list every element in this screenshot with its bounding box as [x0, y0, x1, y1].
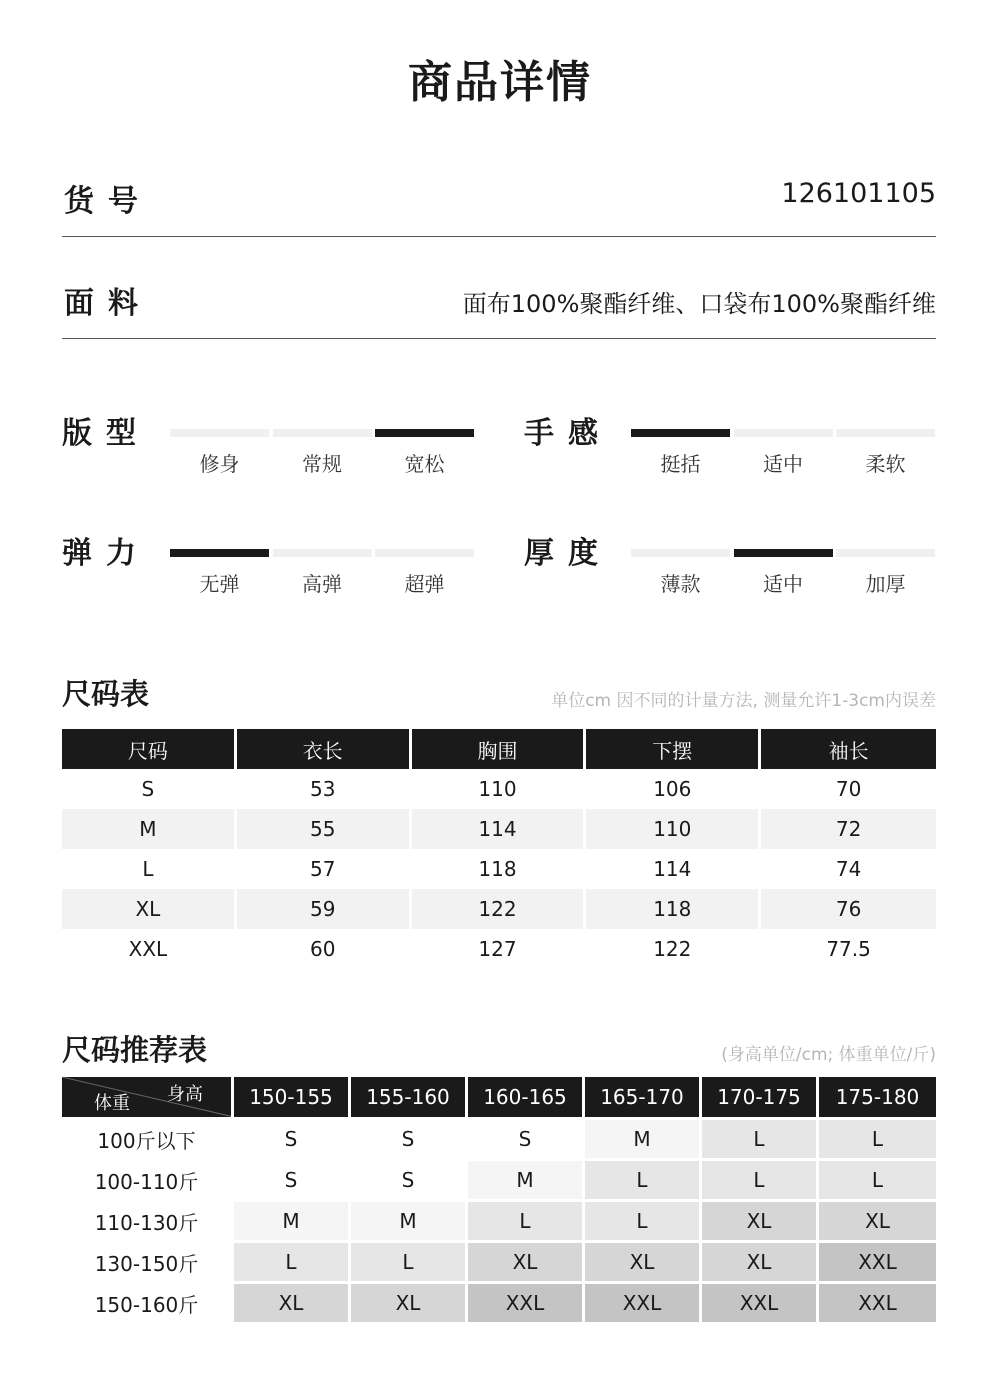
attribute-label: 手感 [524, 416, 612, 451]
table-cell: 114 [412, 809, 587, 849]
size-cell: M [585, 1117, 702, 1158]
table-cell: 53 [237, 769, 412, 809]
item-number-value: 126101105 [781, 178, 936, 209]
attribute-bar-selected [734, 549, 833, 557]
attribute-option: 宽松 [404, 452, 445, 476]
table-cell: XXL [62, 929, 237, 969]
attribute-label: 厚度 [524, 536, 612, 571]
table-row [62, 1281, 936, 1322]
table-cell: 72 [761, 809, 936, 849]
size-cell: XXL [819, 1240, 936, 1281]
fabric-value: 面布100%聚酯纤维、口袋布100%聚酯纤维 [462, 290, 936, 318]
table-cell: M [62, 809, 237, 849]
table-cell: 118 [586, 889, 761, 929]
size-chart-title: 尺码表 [62, 677, 150, 711]
attribute-bar [273, 429, 372, 437]
size-cell: L [351, 1240, 468, 1281]
height-header: 155-160 [351, 1077, 468, 1117]
corner-weight-label: 体重 [94, 1093, 130, 1114]
table-cell: XL [62, 889, 237, 929]
table-cell: 70 [835, 777, 862, 801]
size-cell: XL [351, 1281, 468, 1322]
size-cell: L [585, 1199, 702, 1240]
attribute-option: 修身 [199, 452, 240, 476]
table-row [62, 849, 936, 889]
size-cell: XXL [819, 1281, 936, 1322]
table-cell: 76 [761, 889, 936, 929]
item-number-row [62, 176, 936, 237]
attribute-bar [375, 549, 474, 557]
size-cell: S [351, 1117, 468, 1158]
size-chart-table [62, 729, 936, 969]
table-cell: 106 [586, 769, 761, 809]
size-cell: S [468, 1117, 585, 1158]
table-cell: 122 [412, 889, 587, 929]
table-row [62, 1117, 936, 1158]
table-cell: L [62, 849, 237, 889]
weight-label: 100斤以下 [62, 1117, 234, 1158]
fabric-row [62, 278, 936, 339]
height-header: 160-165 [468, 1077, 585, 1117]
attribute-option: 加厚 [865, 572, 906, 596]
attribute-bar-selected [631, 429, 730, 437]
size-cell: L [468, 1199, 585, 1240]
table-row [62, 769, 936, 809]
table-cell: 55 [237, 809, 412, 849]
size-chart-note: 单位cm 因不同的计量方法, 测量允许1-3cm内误差 [551, 691, 936, 711]
table-cell: S [62, 769, 237, 809]
size-cell: XXL [468, 1281, 585, 1322]
size-cell: XXL [585, 1281, 702, 1322]
table-cell: 59 [237, 889, 412, 929]
table-cell: 118 [412, 849, 587, 889]
table-cell: 114 [586, 849, 761, 889]
column-header: 衣长 [237, 729, 412, 769]
size-cell: L [702, 1158, 819, 1199]
attribute-option: 适中 [763, 572, 803, 596]
size-recommend-table [62, 1077, 936, 1322]
attribute-bar-selected [375, 429, 474, 437]
size-cell: M [351, 1199, 468, 1240]
size-cell: M [468, 1158, 585, 1199]
table-cell: 110 [586, 809, 761, 849]
weight-label: 100-110斤 [62, 1158, 234, 1199]
attribute-option: 柔软 [865, 452, 906, 476]
size-cell: S [351, 1158, 468, 1199]
page-title: 商品详情 [408, 57, 592, 108]
height-header: 175-180 [819, 1077, 936, 1117]
attribute-option: 常规 [302, 452, 342, 476]
attribute-option: 适中 [763, 452, 803, 476]
attribute-bar [836, 549, 935, 557]
attribute-bar [631, 549, 730, 557]
attribute-bar [734, 429, 833, 437]
height-header: 170-175 [702, 1077, 819, 1117]
attribute-option: 挺括 [660, 452, 701, 476]
attribute-option: 无弹 [199, 572, 240, 596]
table-row [62, 929, 936, 969]
corner-divider [62, 1077, 234, 1117]
size-cell: S [234, 1158, 351, 1199]
attribute-label: 版型 [62, 416, 150, 451]
column-header: 胸围 [412, 729, 587, 769]
size-cell: L [234, 1240, 351, 1281]
size-cell: XL [468, 1240, 585, 1281]
size-cell: XL [702, 1240, 819, 1281]
weight-label: 130-150斤 [62, 1240, 234, 1281]
attribute-bar [273, 549, 372, 557]
table-row [62, 1240, 936, 1281]
size-cell: XL [585, 1240, 702, 1281]
fabric-label: 面料 [64, 286, 152, 321]
recommend-note: (身高单位/cm; 体重单位/斤) [721, 1045, 936, 1065]
table-cell: 60 [237, 929, 412, 969]
table-row [62, 889, 936, 929]
recommend-title: 尺码推荐表 [62, 1033, 208, 1067]
column-header: 袖长 [761, 729, 936, 769]
attribute-option: 高弹 [302, 572, 342, 596]
table-cell: 127 [412, 929, 587, 969]
table-cell: 74 [835, 857, 862, 881]
table-cell: 77.5 [826, 937, 871, 961]
size-cell: L [819, 1117, 936, 1158]
size-cell: M [234, 1199, 351, 1240]
size-cell: L [702, 1117, 819, 1158]
weight-label: 150-160斤 [62, 1281, 234, 1322]
corner-height-label: 身高 [167, 1084, 203, 1105]
height-header: 165-170 [585, 1077, 702, 1117]
attribute-bar-selected [170, 549, 269, 557]
size-cell: XL [702, 1199, 819, 1240]
size-cell: L [585, 1158, 702, 1199]
attribute-option: 超弹 [404, 572, 445, 596]
attribute-option: 薄款 [660, 572, 701, 596]
column-header: 下摆 [586, 729, 761, 769]
size-cell: S [234, 1117, 351, 1158]
height-header: 150-155 [234, 1077, 351, 1117]
column-header: 尺码 [62, 729, 237, 769]
size-cell: XL [819, 1199, 936, 1240]
attribute-bar [170, 429, 269, 437]
table-row [62, 1158, 936, 1199]
table-cell: 122 [586, 929, 761, 969]
table-cell: 57 [237, 849, 412, 889]
size-cell: XL [234, 1281, 351, 1322]
table-corner-header [62, 1077, 234, 1117]
attribute-label: 弹力 [62, 536, 150, 571]
size-cell: L [819, 1158, 936, 1199]
table-cell: 110 [412, 769, 587, 809]
item-number-label: 货号 [64, 184, 152, 219]
size-cell: XXL [702, 1281, 819, 1322]
table-row [62, 809, 936, 849]
table-row [62, 1199, 936, 1240]
weight-label: 110-130斤 [62, 1199, 234, 1240]
attribute-bar [836, 429, 935, 437]
